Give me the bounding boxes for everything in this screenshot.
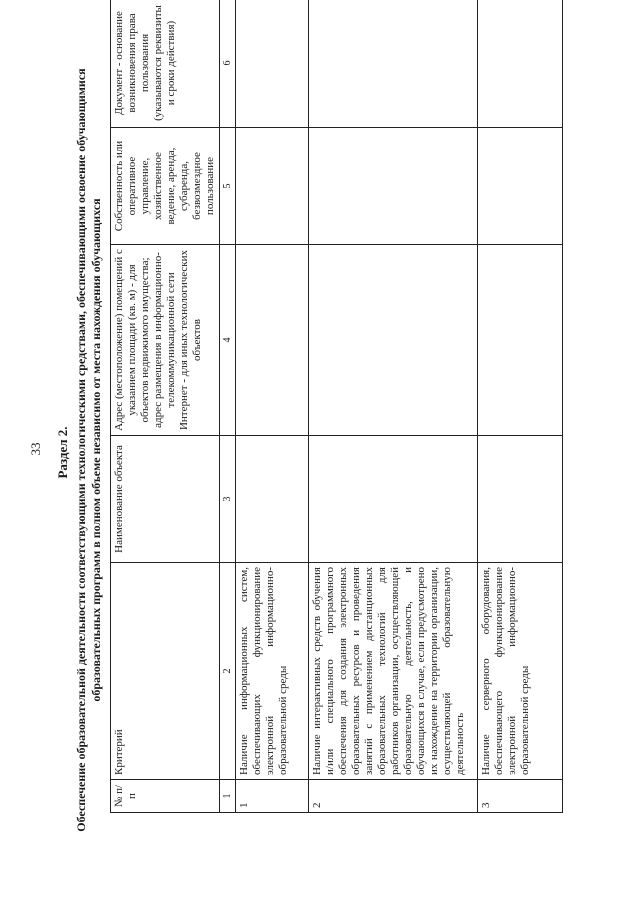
row-document: [236, 0, 309, 128]
row-ownership: [236, 128, 309, 245]
table-row: [309, 0, 478, 813]
section-title: Раздел 2.: [55, 426, 70, 479]
row-document: [478, 0, 563, 128]
row-ownership: [478, 128, 563, 245]
row-address: [478, 245, 563, 436]
row-object-name: [478, 436, 563, 563]
column-number: 6: [220, 0, 236, 128]
row-criterion: Наличие интерактивных средств обучения и/или специального программного обеспечения для создания электронных образовательных ресурсов и проведения занятий с применением дистанционных образовательных технологий для работников организации, осуществляющей образовательную деятельность, и обучающихся в случае, если предусмотрено их нахождение на территории организации, осуществляющей образовательную деятельность: [309, 563, 478, 780]
row-object-name: [309, 436, 478, 563]
table-row: [236, 0, 309, 813]
column-number-row: [220, 0, 236, 813]
header-criterion: Критерий: [111, 563, 220, 780]
criteria-table: [110, 0, 563, 813]
section-subtitle: Обеспечение образовательной деятельности соответствующими технологическими средствами, обеспечивающими освоение обучающимися образовательных программ в полном объеме независимо от места нахождения обучающихся: [74, 68, 103, 832]
header-document: Документ - основание возникновения права пользования (указываются реквизиты и сроки действия): [111, 0, 220, 128]
row-num: 3: [478, 780, 563, 813]
row-criterion: Наличие серверного оборудования, обеспечивающего функционирование электронной информационно-образовательной среды: [478, 563, 563, 780]
column-number: 2: [220, 563, 236, 780]
column-number: 1: [220, 780, 236, 813]
header-object-name: Наименование объекта: [111, 436, 220, 563]
row-ownership: [309, 128, 478, 245]
header-ownership: Собственность или оперативное управление, хозяйственное ведение, аренда, субаренда, безвозмездное пользование: [111, 128, 220, 245]
header-address: Адрес (местоположение) помещений с указанием площади (кв. м) - для объектов недвижимого имущества; адрес размещения в информационно-телекоммуникационной сети Интернет - для иных технологических объектов: [111, 245, 220, 436]
row-address: [236, 245, 309, 436]
table-header-row: [111, 0, 220, 813]
table-row: [478, 0, 563, 813]
column-number: 3: [220, 436, 236, 563]
row-criterion: Наличие информационных систем, обеспечивающих функционирование электронной информационно-образовательной среды: [236, 563, 309, 780]
row-object-name: [236, 436, 309, 563]
page-number: 33: [28, 442, 43, 456]
column-number: 5: [220, 128, 236, 245]
row-address: [309, 245, 478, 436]
row-num: 2: [309, 780, 478, 813]
header-num: № п/п: [111, 780, 220, 813]
row-num: 1: [236, 780, 309, 813]
column-number: 4: [220, 245, 236, 436]
row-document: [309, 0, 478, 128]
